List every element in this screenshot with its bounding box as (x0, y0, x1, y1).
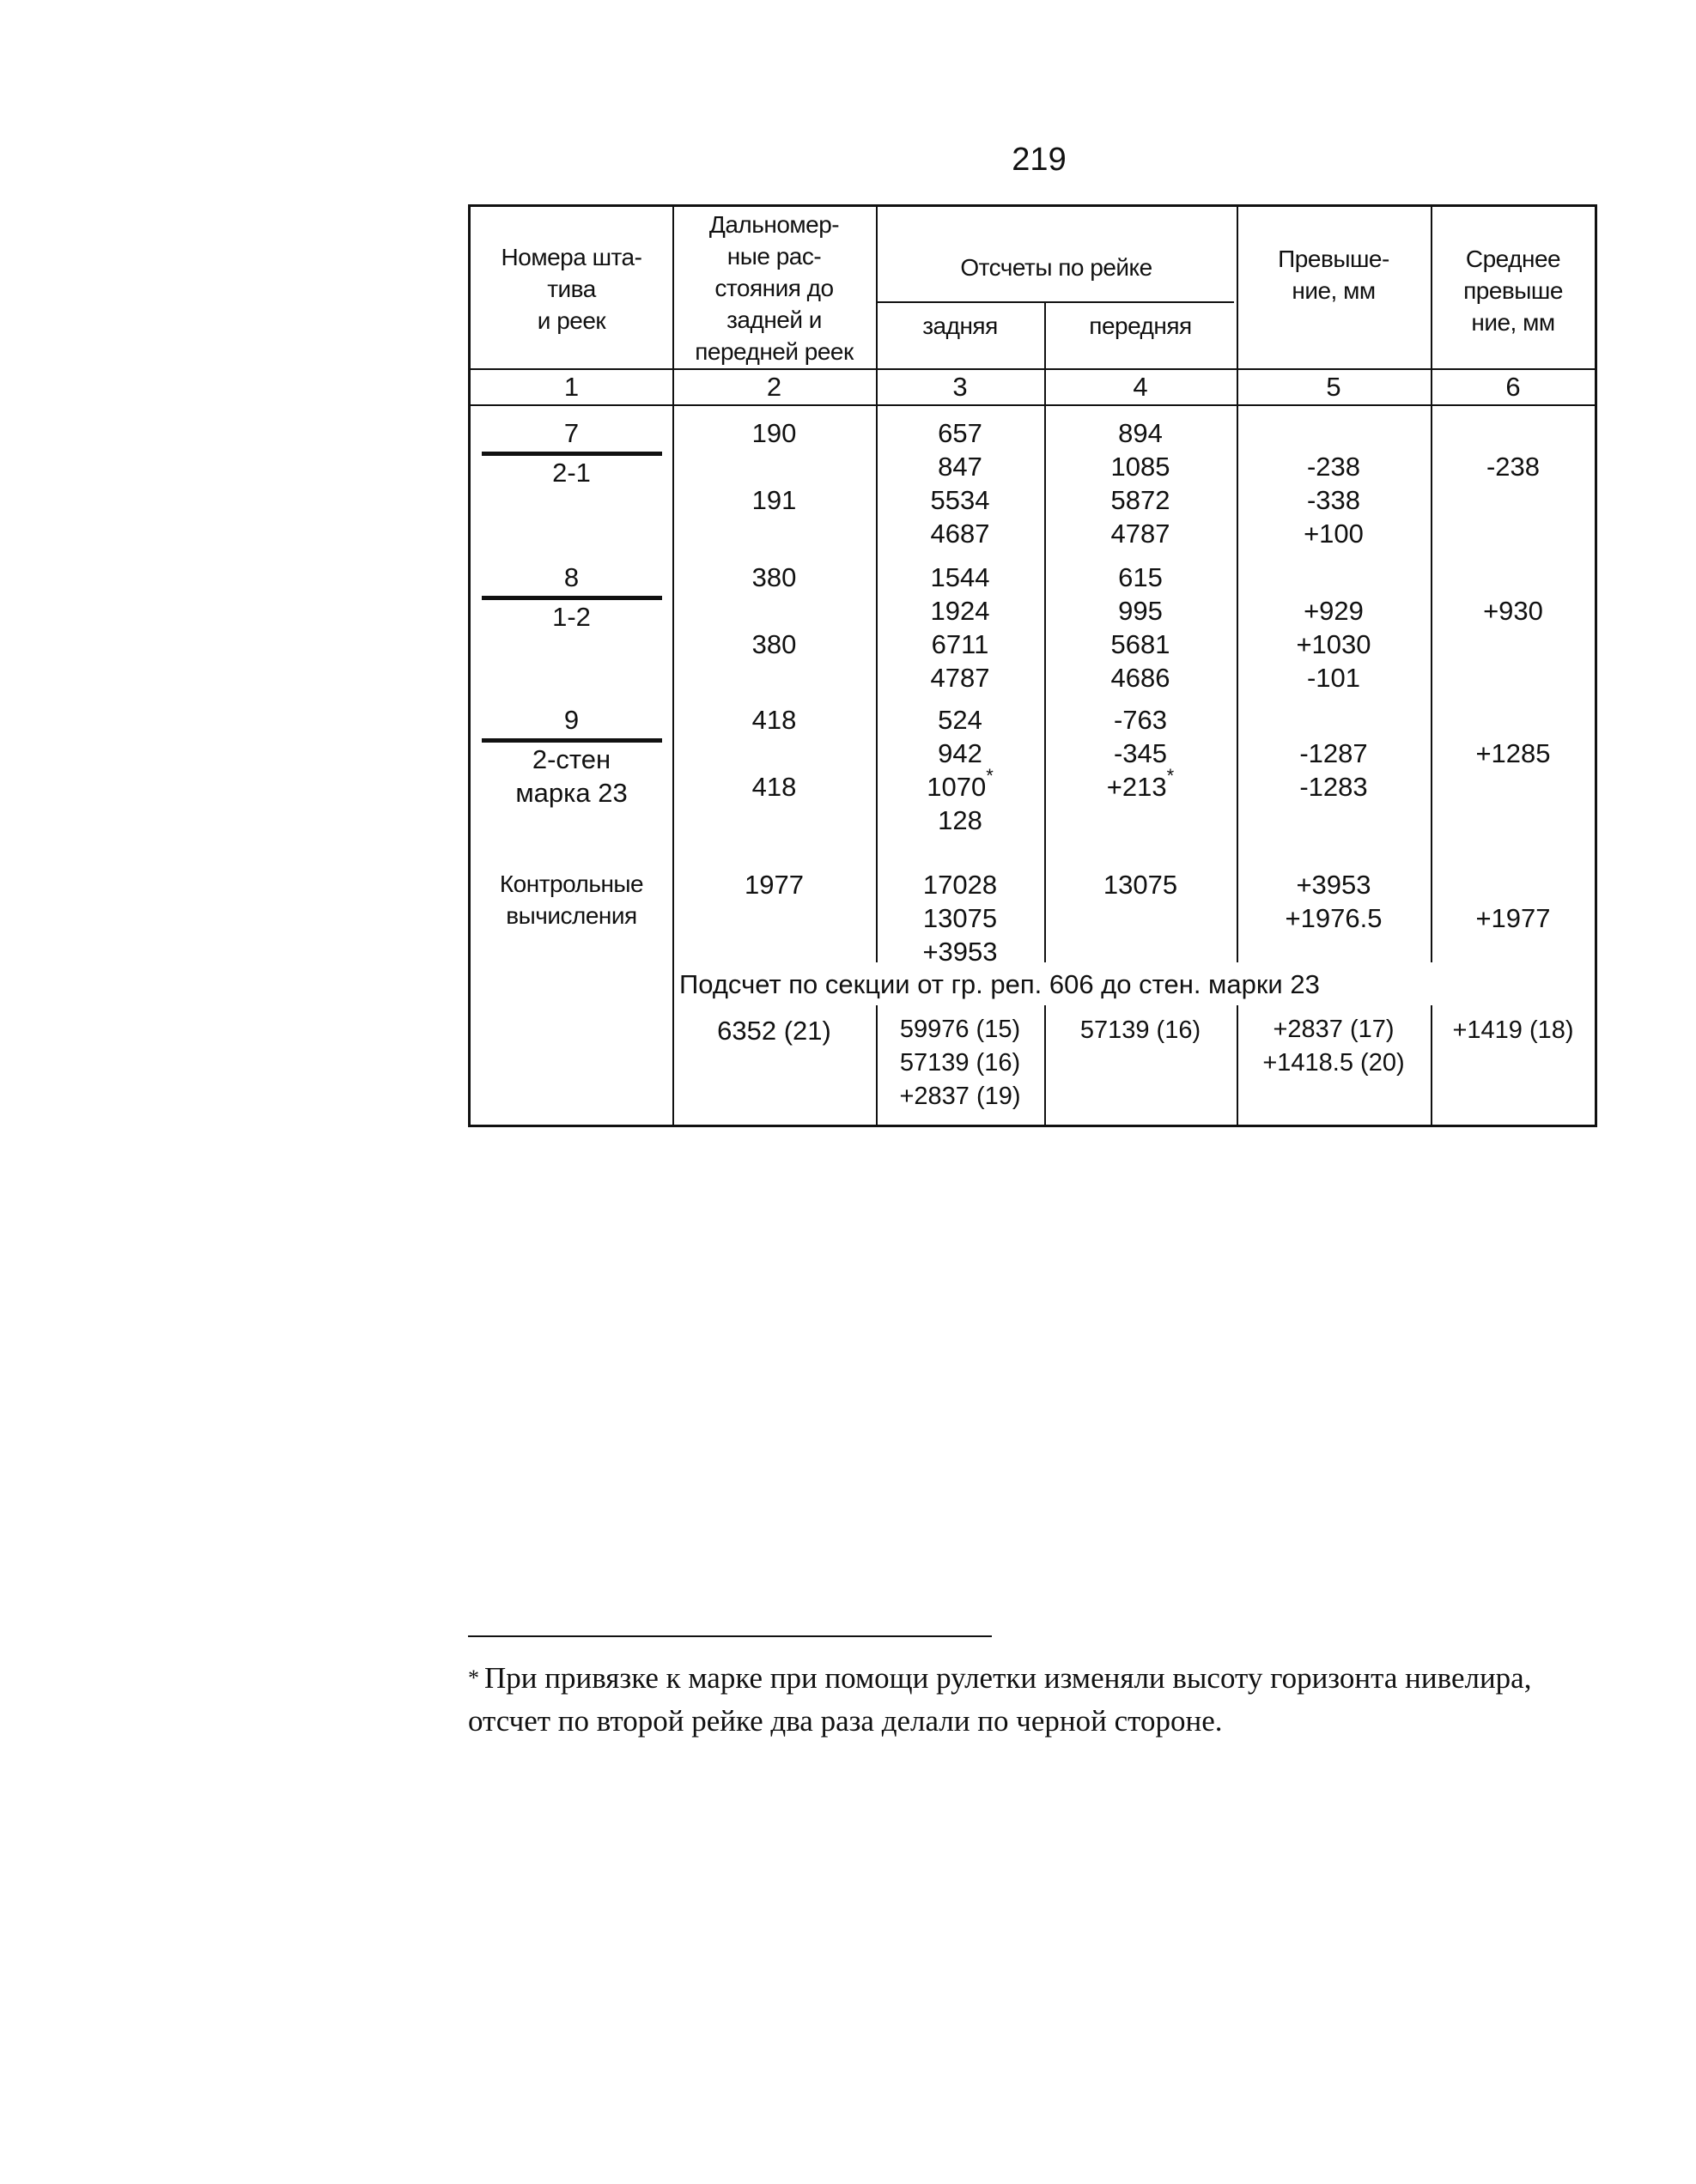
height-differences: +929 +1030 -101 (1296, 596, 1371, 693)
control-front: 13075 (1103, 870, 1178, 900)
station-label: 7 2-1 (471, 416, 672, 489)
header-col1: Номера шта- тива и реек (501, 244, 642, 334)
control-back: 17028 13075 +3953 (922, 870, 998, 967)
page-number: 219 (1012, 142, 1067, 178)
footnote-divider (468, 1635, 992, 1637)
front-readings: 615 995 5681 4686 (1110, 562, 1170, 693)
distance-values: 190 191 (751, 418, 797, 515)
col-number: 3 (952, 372, 968, 402)
footnote-text: При привязке к марке при помощи рулетки изменяли высоту горизонта нивелира, отсчет по второй рейке два раза делали по черной стороне. (468, 1661, 1532, 1738)
section-distance: 6352 (21) (717, 1016, 831, 1046)
back-readings: 657 847 5534 4687 (930, 418, 990, 549)
col-number: 6 (1505, 372, 1521, 402)
station-label: 8 1-2 (471, 561, 672, 634)
header-col34: Отсчеты по рейке (960, 254, 1152, 281)
col-number: 5 (1326, 372, 1341, 402)
header-col5: Превыше- ние, мм (1278, 246, 1389, 304)
back-readings: 524 942 1070* 128 (927, 705, 994, 835)
front-readings: -763 -345 +213* (1106, 705, 1175, 802)
row-divider (471, 404, 1595, 406)
distance-values: 418 418 (751, 705, 797, 802)
asterisk-marker: * (1166, 765, 1175, 786)
header-col4: передняя (1089, 312, 1192, 339)
leveling-table (468, 204, 1597, 1127)
footnote (468, 1657, 1567, 1743)
header-col6: Среднее превыше ние, мм (1463, 246, 1563, 336)
mean-difference: +1285 (1475, 738, 1551, 768)
back-readings: 1544 1924 6711 4787 (930, 562, 990, 693)
section-mean: +1419 (18) (1452, 1016, 1574, 1044)
row-divider (876, 301, 1234, 303)
asterisk-marker: * (986, 765, 994, 786)
height-differences: -238 -338 +100 (1304, 452, 1364, 549)
header-col3: задняя (922, 312, 998, 339)
height-differences: -1287 -1283 (1299, 738, 1368, 802)
control-diff: +3953 +1976.5 (1285, 870, 1383, 933)
footnote-marker: * (468, 1665, 479, 1690)
control-distance: 1977 (745, 870, 804, 900)
station-label: 9 2-стен марка 23 (471, 703, 672, 810)
header-col2: Дальномер- ные рас- стояния до задней и передней реек (695, 211, 854, 365)
col-number: 4 (1133, 372, 1148, 402)
distance-values: 380 380 (751, 562, 797, 659)
control-label: Контрольные вычисления (499, 871, 644, 929)
col-number: 2 (766, 372, 782, 402)
front-readings: 894 1085 5872 4787 (1110, 418, 1170, 549)
section-diff: +2837 (17) +1418.5 (20) (1262, 1016, 1405, 1077)
mean-difference: +930 (1483, 596, 1543, 626)
section-back: 59976 (15) 57139 (16) +2837 (19) (899, 1016, 1021, 1110)
section-front: 57139 (16) (1079, 1016, 1201, 1044)
control-mean: +1977 (1475, 903, 1551, 933)
col-number: 1 (563, 372, 580, 402)
section-title: Подсчет по секции от гр. реп. 606 до стен. марки 23 (679, 969, 1320, 999)
mean-difference: -238 (1486, 452, 1541, 482)
